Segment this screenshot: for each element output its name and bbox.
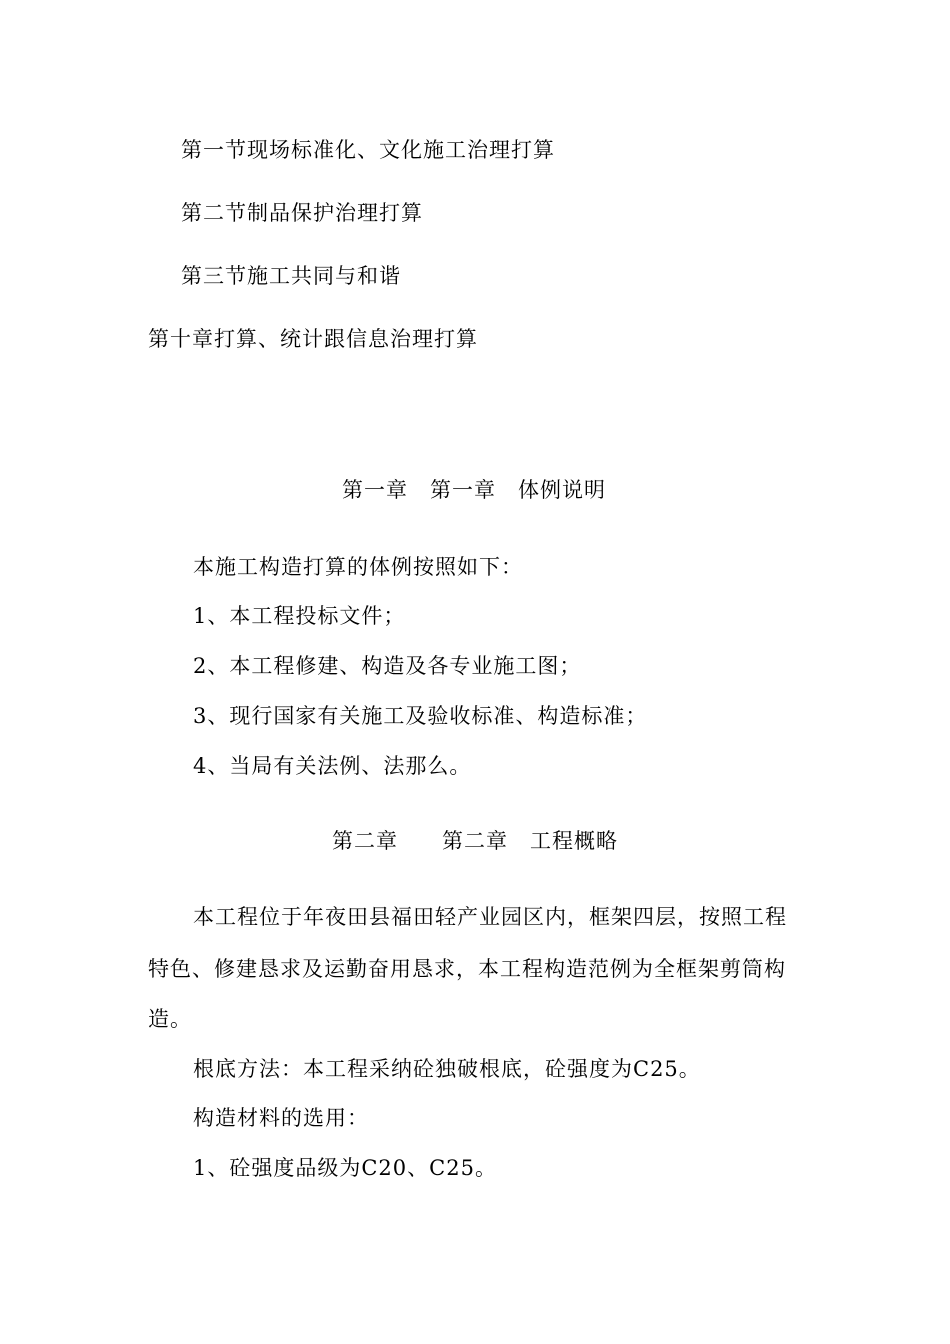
toc-section-2: 第二节制品保护治理打算: [181, 201, 423, 225]
toc-section-1: 第一节现场标准化、文化施工治理打算: [181, 138, 555, 162]
chapter1-heading-label: 第一章: [342, 478, 408, 502]
chapter2-heading-label-repeat: 第二章: [442, 829, 508, 853]
chapter2-para-line-3: 造。: [148, 1007, 192, 1031]
chapter2-heading: [332, 827, 618, 855]
chapter2-para-line-2: 特色、修建恳求及运勤奋用恳求，本工程构造范例为全框架剪筒构: [148, 957, 786, 981]
chapter1-heading-title: 体例说明: [518, 478, 606, 502]
chapter1-item-2: 2、本工程修建、构造及各专业施工图；: [193, 654, 582, 678]
chapter2-heading-label: 第二章: [332, 829, 398, 853]
toc-chapter-10: 第十章打算、统计跟信息治理打算: [148, 327, 478, 351]
chapter2-para-line-1: 本工程位于年夜田县福田轻产业园区内，框架四层，按照工程: [193, 905, 787, 929]
chapter1-item-3: 3、现行国家有关施工及验收标准、构造标准；: [193, 704, 648, 728]
chapter2-heading-title: 工程概略: [530, 829, 618, 853]
chapter1-item-1: 1、本工程投标文件；: [193, 604, 406, 628]
chapter2-materials-heading: 构造材料的选用：: [193, 1106, 369, 1130]
chapter1-item-4: 4、当局有关法例、法那么。: [193, 754, 472, 778]
chapter1-heading-label-repeat: 第一章: [430, 478, 496, 502]
chapter2-foundation: 根底方法：本工程采纳砼独破根底，砼强度为C25。: [193, 1057, 701, 1081]
toc-section-3: 第三节施工共同与和谐: [181, 264, 401, 288]
chapter1-intro: 本施工构造打算的体例按照如下：: [193, 555, 523, 579]
chapter2-material-item-1: 1、砼强度品级为C20、C25。: [193, 1156, 497, 1180]
chapter1-heading: [342, 476, 606, 504]
